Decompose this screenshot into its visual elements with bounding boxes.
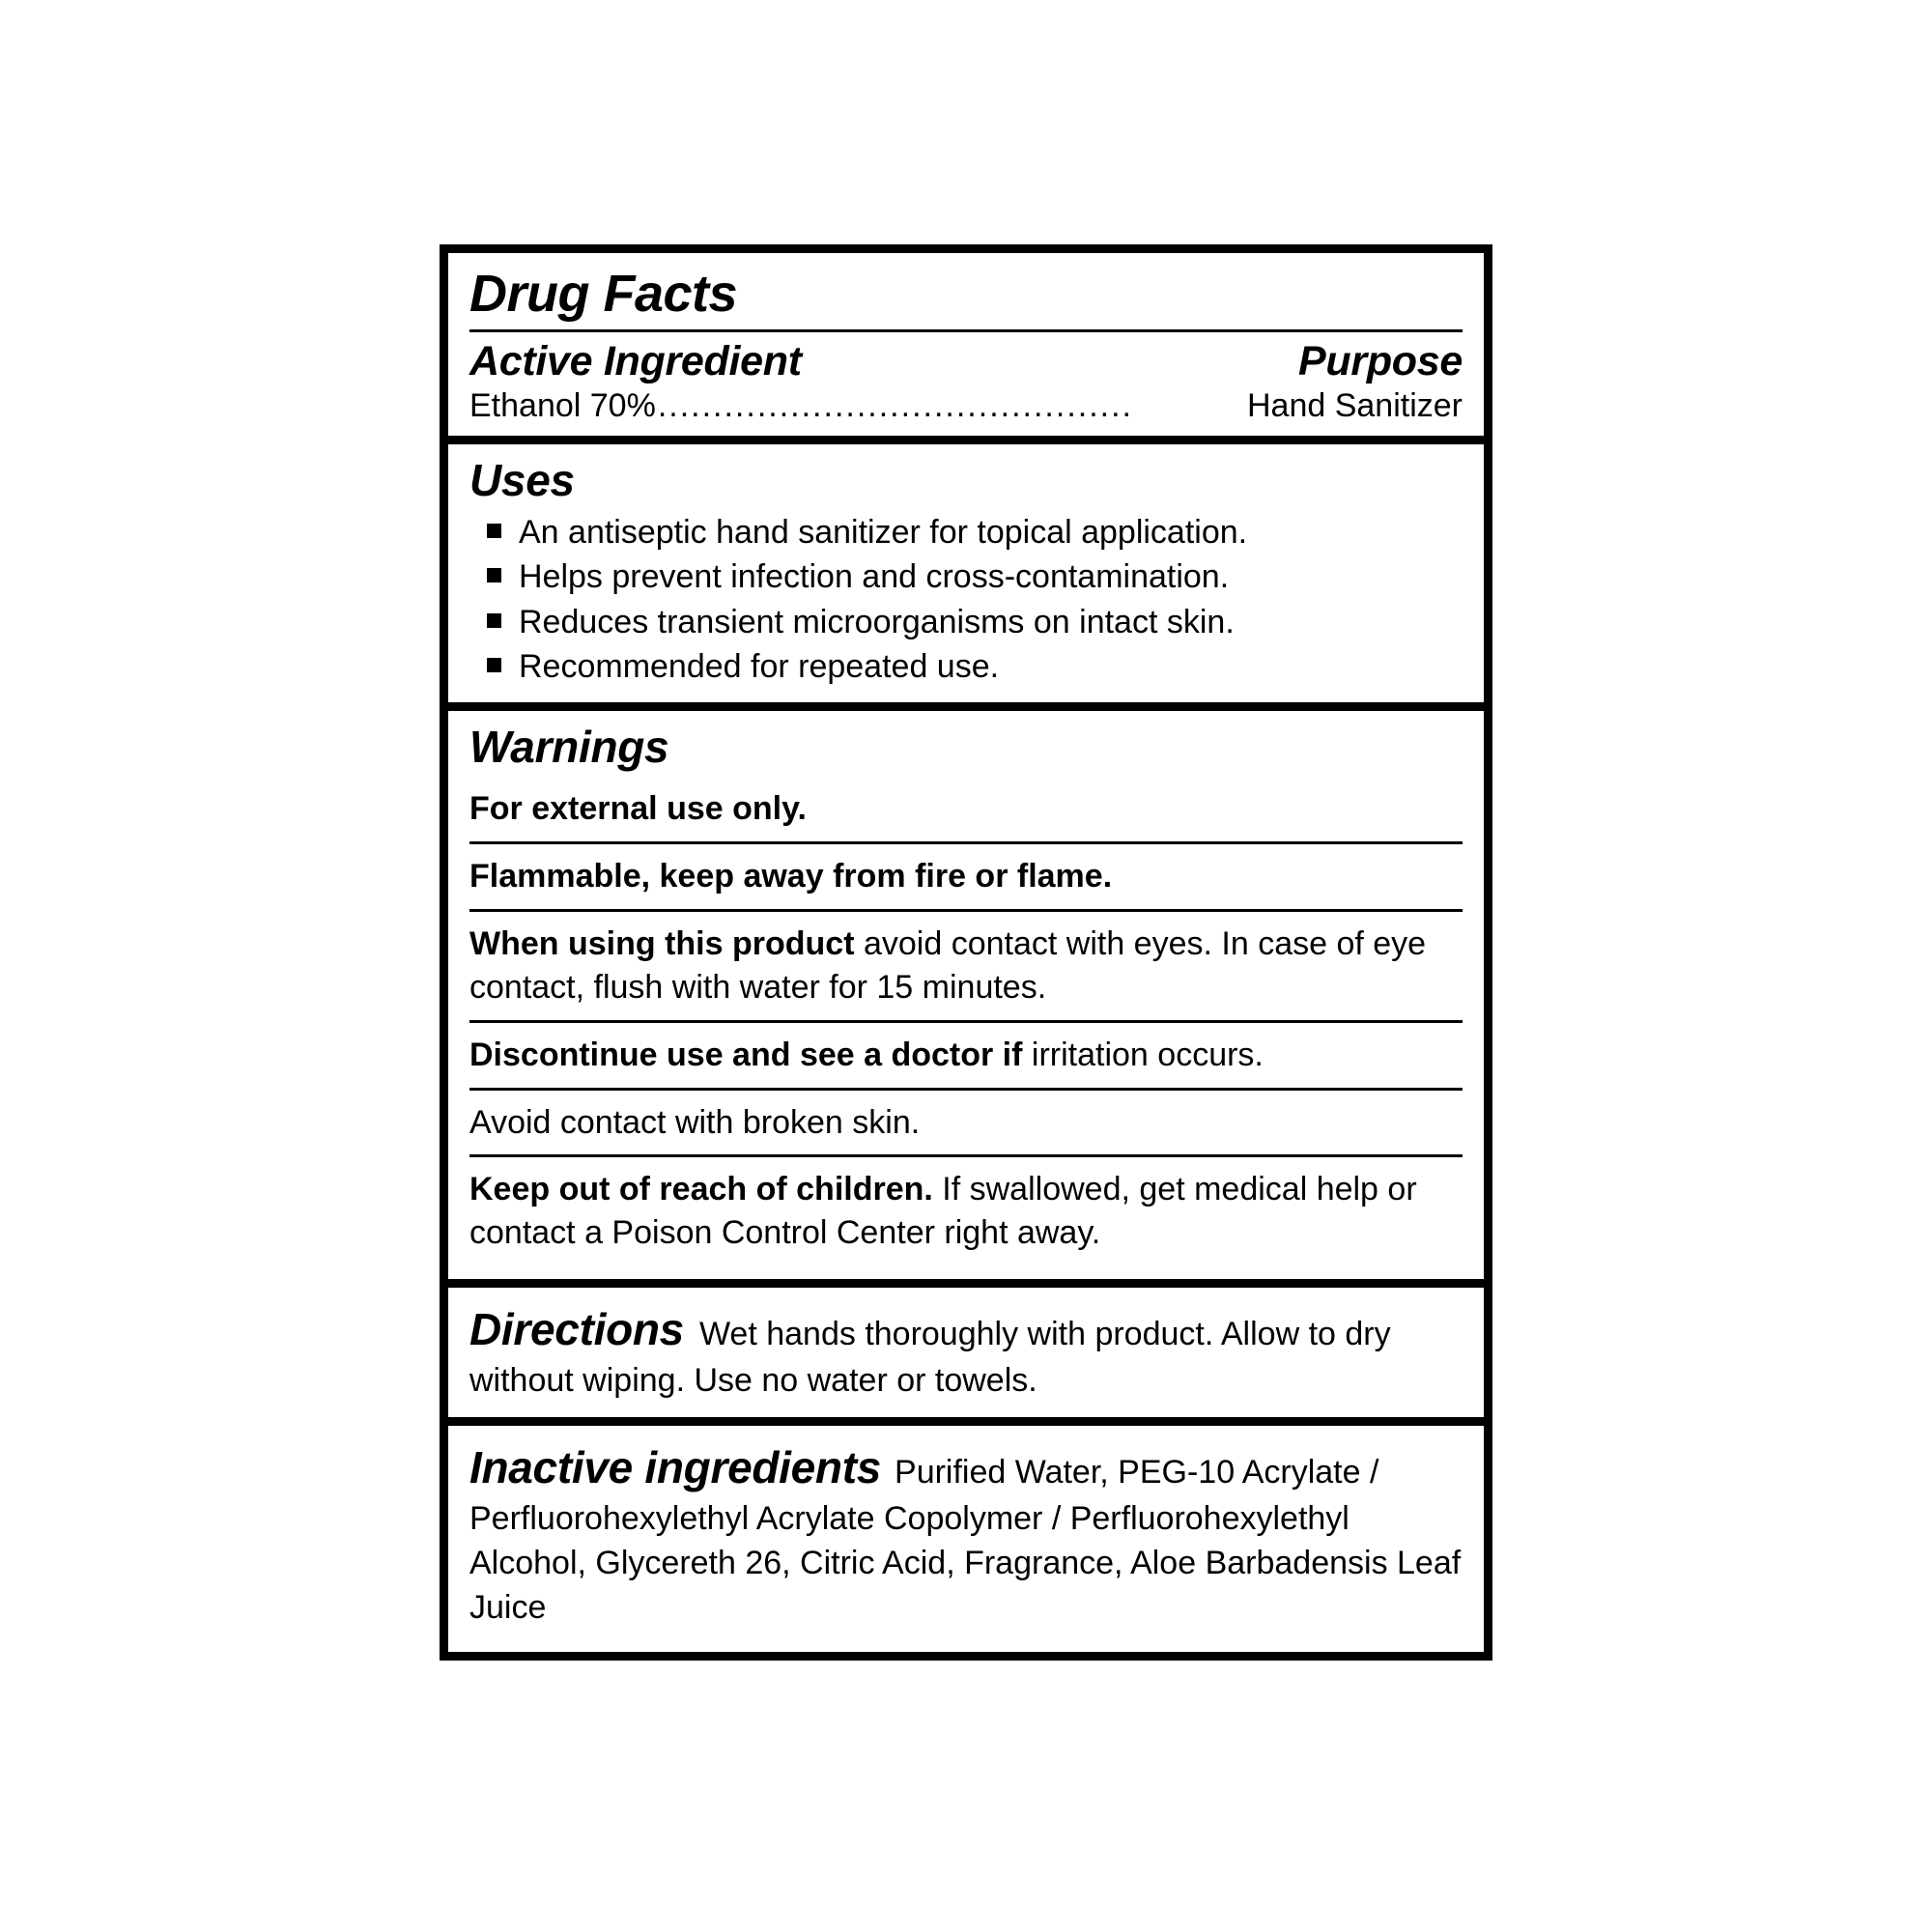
warning-item	[469, 1020, 1463, 1088]
inactive-ingredients-heading: Inactive ingredients	[469, 1442, 882, 1493]
warning-rest: irritation occurs.	[1022, 1036, 1264, 1073]
active-ingredient-heading-row	[469, 338, 1463, 385]
active-ingredient-heading: Active Ingredient	[469, 337, 802, 384]
warning-rest: Avoid contact with broken skin.	[469, 1103, 921, 1141]
uses-separator	[448, 436, 1484, 444]
warning-rest: If swallowed, get medical help or contact a Poison Control Center right away.	[469, 1171, 1417, 1252]
list-item	[469, 644, 1463, 689]
list-item	[469, 554, 1463, 599]
square-bullet-icon	[487, 568, 501, 582]
active-ingredient-row	[469, 385, 1463, 437]
warning-rest: avoid contact with eyes. In case of eye contact, flush with water for 15 minutes.	[469, 924, 1427, 1006]
title-section	[448, 253, 1484, 436]
directions-heading: Directions	[469, 1304, 684, 1355]
warning-item	[469, 1154, 1463, 1265]
uses-list	[469, 510, 1463, 702]
directions-separator	[448, 1279, 1484, 1288]
warning-item	[469, 777, 1463, 841]
page-title: Drug Facts	[469, 265, 738, 323]
uses-item-text: Reduces transient microorganisms on intact skin.	[519, 603, 1235, 640]
warnings-separator	[448, 702, 1484, 711]
warning-bold: When using this product	[469, 924, 855, 962]
warning-bold: Discontinue use and see a doctor if	[469, 1036, 1023, 1073]
uses-item-text: An antiseptic hand sanitizer for topical application.	[519, 514, 1248, 552]
warning-item	[469, 909, 1463, 1020]
purpose-heading: Purpose	[1298, 337, 1463, 384]
uses-section	[448, 454, 1484, 702]
active-ingredient-purpose: Hand Sanitizer	[1246, 386, 1463, 424]
leader-dots: ...........................................	[657, 386, 1134, 424]
warnings-heading: Warnings	[469, 722, 669, 773]
list-item	[469, 510, 1463, 554]
uses-item-text: Recommended for repeated use.	[519, 647, 1000, 685]
inactive-ingredients-section	[448, 1426, 1484, 1652]
inactive-ingredients-text: Purified Water, PEG-10 Acrylate / Perfluorohexylethyl Acrylate Copolymer / Perfluorohexylethyl Alcohol, Glycereth 26, Citric Acid, Fragrance, Aloe Barbadensis Leaf Juice	[469, 1454, 1462, 1626]
inactive-separator	[448, 1417, 1484, 1426]
warning-bold: Keep out of reach of children.	[469, 1171, 933, 1208]
uses-heading: Uses	[469, 455, 575, 506]
list-item	[469, 600, 1463, 644]
drug-facts-panel	[440, 244, 1492, 1661]
uses-item-text: Helps prevent infection and cross-contamination.	[519, 558, 1230, 596]
warning-bold: For external use only.	[469, 790, 807, 828]
warning-bold: Flammable, keep away from fire or flame.	[469, 858, 1113, 895]
directions-section	[448, 1288, 1484, 1417]
directions-text: Wet hands thoroughly with product. Allow to dry without wiping. Use no water or towels.	[469, 1316, 1391, 1400]
warnings-section	[448, 721, 1484, 1279]
warning-item	[469, 1088, 1463, 1155]
square-bullet-icon	[487, 658, 501, 672]
warning-item	[469, 841, 1463, 909]
square-bullet-icon	[487, 613, 501, 628]
active-ingredient-name: Ethanol 70%	[469, 386, 656, 424]
square-bullet-icon	[487, 524, 501, 538]
title-divider	[469, 329, 1463, 332]
